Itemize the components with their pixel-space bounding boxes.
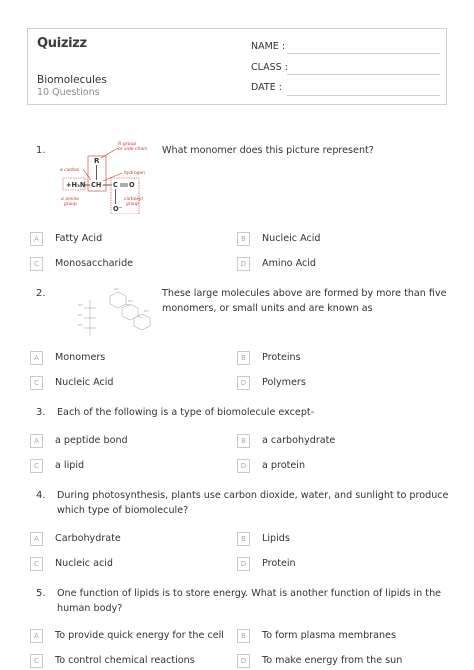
option-letter: C [30,376,43,390]
svg-text:group: group [126,202,139,207]
option-text: Polymers [262,377,306,388]
svg-text:or side chain: or side chain [118,147,148,152]
svg-text:OH: OH [114,287,119,291]
question-5-number: 5. [36,588,46,599]
amino-group-label: α amino [61,197,79,202]
name-label: NAME : [251,41,286,52]
r-group-label: R-group [118,142,137,147]
option-letter: D [237,654,250,668]
option-letter: A [30,629,43,643]
option-text: Proteins [262,352,301,363]
question-3-number: 3. [36,407,46,418]
option-letter: C [30,557,43,571]
option-text: Fatty Acid [55,233,103,244]
option-letter: B [237,629,250,643]
option-text: Nucleic Acid [262,233,321,244]
quizizz-logo: Quizizz [37,36,87,51]
option-text: Nucleic acid [55,558,113,569]
c-symbol: C [113,181,118,189]
option-letter: D [237,459,250,473]
option-text: To provide quick energy for the cell [55,630,224,641]
r-symbol: R [94,157,100,165]
option-text: Monomers [55,352,106,363]
option-letter: C [30,257,43,271]
option-letter: A [30,351,43,365]
amine-symbol: +H₃N [66,181,86,189]
svg-text:group: group [64,202,77,207]
svg-text:OH: OH [78,313,83,317]
svg-text:OH: OH [78,323,83,327]
question-2-number: 2. [36,288,46,299]
ch-symbol: CH [91,181,102,189]
option-text: a carbohydrate [262,435,336,446]
polysaccharide-chain-icon [70,286,160,346]
class-line [287,74,440,75]
alpha-carbon-label: α carbon [60,168,80,173]
option-text: To make energy from the sun [262,655,403,666]
name-line [287,53,440,54]
date-label: DATE : [251,82,282,93]
option-text: Monosaccharide [55,258,134,269]
option-text: Nucleic Acid [55,377,114,388]
svg-text:OH: OH [128,299,133,303]
hydrogen-label: hydrogen [124,171,145,176]
amino-acid-diagram [58,138,158,214]
option-letter: A [30,434,43,448]
option-text: Amino Acid [262,258,316,269]
question-1-text: What monomer does this picture represent? [162,145,374,156]
option-text: a peptide bond [55,435,128,446]
option-letter: D [237,376,250,390]
svg-text:OH: OH [78,303,83,307]
option-letter: A [30,232,43,246]
class-label: CLASS : [251,62,288,73]
option-letter: B [237,232,250,246]
option-text: Carbohydrate [55,533,121,544]
worksheet-title: Biomolecules [37,74,107,86]
date-line [287,95,440,96]
carboxyl-group-label: carboxyl [124,197,143,202]
option-text: Lipids [262,533,290,544]
question-4-number: 4. [36,490,46,501]
option-text: a protein [262,460,306,471]
option-letter: D [237,557,250,571]
option-text: a lipid [55,460,85,471]
option-text: Protein [262,558,296,569]
option-letter: B [237,532,250,546]
option-letter: D [237,257,250,271]
question-count: 10 Questions [37,87,100,98]
question-4-text: During photosynthesis, plants use carbon dioxide, water, and sunlight to produce which type of biomolecule? [57,490,449,516]
svg-text:OH: OH [144,309,149,313]
question-3-text: Each of the following is a type of biomolecule except- [57,407,315,418]
o-symbol: O [129,181,135,189]
option-letter: C [30,654,43,668]
option-letter: B [237,434,250,448]
worksheet-header [27,28,447,105]
question-2-text: These large molecules above are formed by more than five monomers, or small units and are known as [162,288,447,314]
option-letter: A [30,532,43,546]
question-5-text: One function of lipids is to store energy. What is another function of lipids in the human body? [57,588,442,614]
o-minus-symbol: O⁻ [113,205,123,213]
amino-acid-structure-icon [58,138,158,214]
option-text: To form plasma membranes [262,630,396,641]
option-letter: C [30,459,43,473]
polymer-diagram [70,286,160,346]
option-letter: B [237,351,250,365]
option-text: To control chemical reactions [55,655,195,666]
question-1-number: 1. [36,145,46,156]
